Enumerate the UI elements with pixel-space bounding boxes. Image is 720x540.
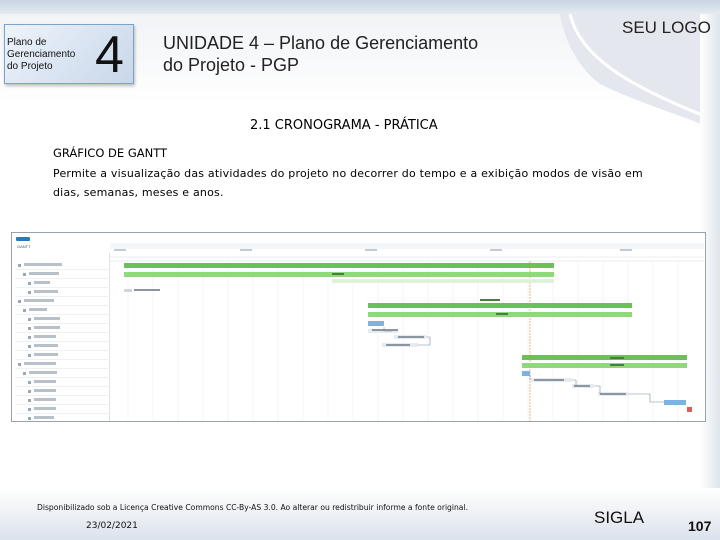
task-row: [15, 396, 110, 405]
gantt-header: [110, 243, 704, 251]
unit-number: 4: [95, 26, 124, 84]
task-row: [15, 297, 110, 306]
task-row: [15, 288, 110, 297]
gantt-task-note: [134, 289, 160, 291]
gantt-task-bar-text: [610, 364, 624, 366]
gantt-selected-bar: [522, 371, 530, 376]
gantt-grid: [128, 261, 678, 421]
unit-header-box: [4, 24, 134, 84]
task-row: [15, 315, 110, 324]
footer-sigla: SIGLA: [594, 508, 645, 527]
gantt-task-note: [386, 344, 410, 346]
gantt-selected-bar: [664, 400, 686, 405]
footer-license: Disponibilizado sob a Licença Creative Commons CC-By-AS 3.0. Ao alterar ou redistribuir informe a fonte original.: [37, 503, 468, 512]
gantt-day-ticks: [110, 257, 704, 261]
task-row: [15, 351, 110, 360]
gantt-summary-bar: [522, 355, 687, 360]
gantt-task-list: [15, 253, 110, 421]
gantt-task-bar-text: [480, 299, 500, 301]
gantt-task-bar-text: [496, 313, 508, 315]
task-row: [15, 369, 110, 378]
gantt-summary-bar: [124, 263, 554, 268]
task-row: [15, 333, 110, 342]
gantt-task-note: [600, 393, 626, 395]
gantt-task-bar: [332, 279, 554, 283]
gantt-toolbar-button: [16, 237, 30, 241]
footer-date: 23/02/2021: [86, 521, 138, 531]
content-text: Permite a visualização das atividades do projeto no decorrer do tempo e a exibição modos de visão em dias, semanas, meses e anos.: [53, 167, 643, 199]
gantt-summary-bar: [368, 303, 632, 308]
gantt-timeline: [110, 243, 704, 421]
unit-title: UNIDADE 4 – Plano de Gerenciamento do Projeto - PGP: [163, 33, 479, 75]
gantt-label: GANTT: [17, 244, 31, 249]
gantt-milestone: [687, 407, 692, 412]
page-number: 107: [688, 518, 712, 534]
task-row: [15, 387, 110, 396]
task-row: [15, 279, 110, 288]
section-title: 2.1 CRONOGRAMA - PRÁTICA: [250, 118, 438, 133]
task-row: [15, 342, 110, 351]
gantt-task-bar: [522, 363, 687, 368]
gantt-task-note: [534, 379, 564, 381]
gantt-dependency-arrow: [628, 394, 664, 402]
gantt-screenshot: [11, 232, 706, 422]
gantt-task-bar: [124, 289, 132, 292]
gantt-task-note: [398, 336, 424, 338]
task-row: [15, 360, 110, 369]
gantt-task-bar-text: [610, 357, 624, 359]
task-row: [15, 270, 110, 279]
task-row: [15, 324, 110, 333]
task-row: [15, 378, 110, 387]
header-box-label: Plano de Gerenciamento do Projeto: [7, 37, 76, 72]
content-heading: GRÁFICO DE GANTT: [53, 146, 168, 160]
logo-placeholder: SEU LOGO: [622, 18, 711, 37]
gantt-selected-bar: [368, 321, 384, 326]
task-row: [15, 306, 110, 315]
top-band: [0, 0, 720, 14]
task-row: [15, 261, 110, 270]
gantt-task-bar-text: [332, 273, 344, 275]
gantt-task-note: [574, 385, 590, 387]
task-row: [15, 414, 110, 422]
task-row: [15, 405, 110, 414]
